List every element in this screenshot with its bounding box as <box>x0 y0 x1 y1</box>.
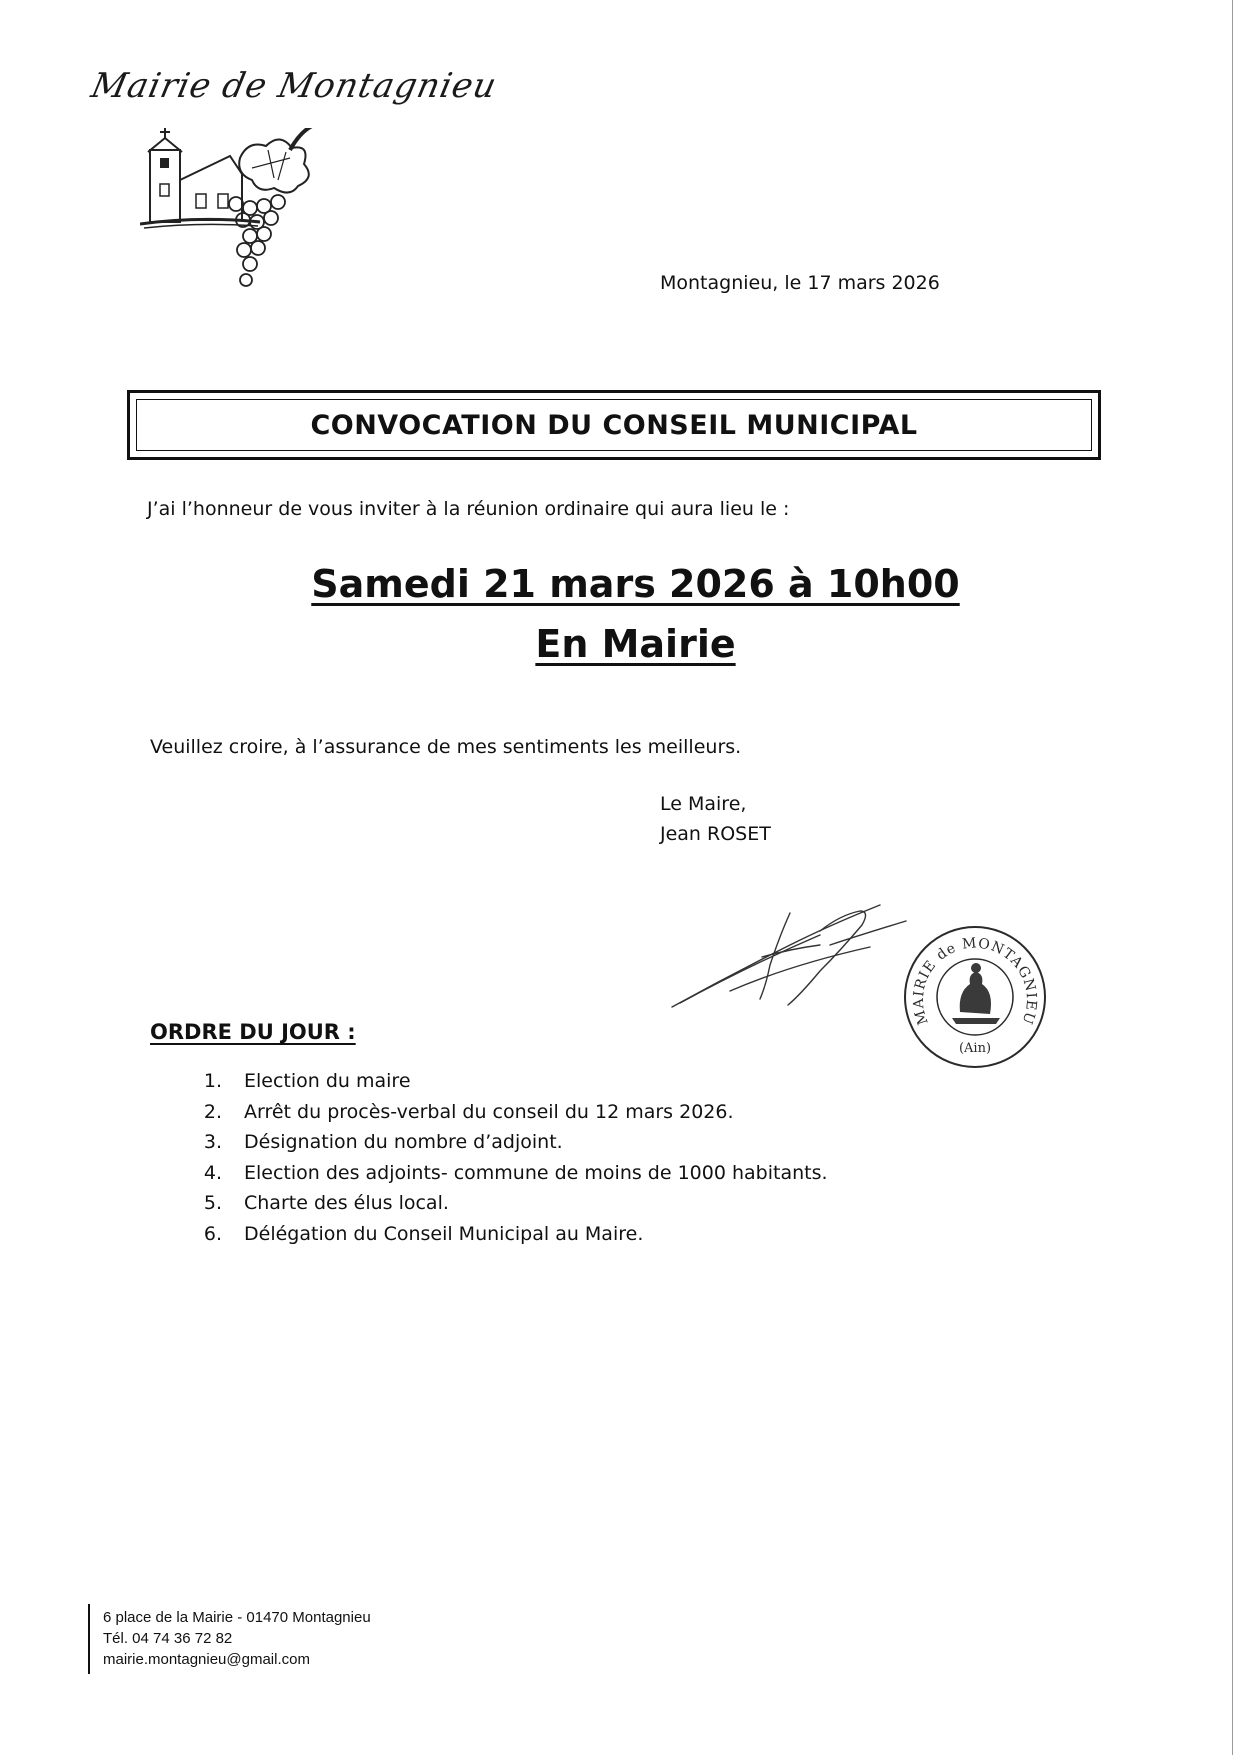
footer-email: mairie.montagnieu@gmail.com <box>103 1651 310 1668</box>
agenda-heading: ORDRE DU JOUR : <box>150 1020 356 1044</box>
agenda-item: 3. Désignation du nombre d’adjoint. <box>203 1131 563 1153</box>
agenda-item: 6. Délégation du Conseil Municipal au Maire. <box>203 1222 644 1245</box>
title-box <box>127 390 1101 460</box>
footer-contact <box>103 1607 371 1670</box>
agenda-item: 5. Charte des élus local. <box>203 1192 449 1214</box>
footer-divider <box>88 1604 90 1674</box>
seal-subtext: (Ain) <box>958 1041 992 1056</box>
intro-text: J’ai l’honneur de vous inviter à la réunion ordinaire qui aura lieu le : <box>147 498 790 520</box>
handwritten-signature <box>670 895 920 1015</box>
meeting-place: En Mairie <box>535 622 736 666</box>
mairie-seal <box>900 922 1050 1072</box>
document-title: CONVOCATION DU CONSEIL MUNICIPAL <box>310 409 918 441</box>
signatory-role: Le Maire, <box>660 793 747 815</box>
seal-text: MAIRIE de MONTAGNIEU <box>910 935 1040 1027</box>
agenda-item: 2. Arrêt du procès-verbal du conseil du 12 mars 2026. <box>203 1100 734 1123</box>
letterhead-title: Mairie de Montagnieu <box>87 66 501 106</box>
church-grapes-logo-icon <box>140 128 380 298</box>
footer-phone: Tél. 04 74 36 72 82 <box>103 1630 233 1647</box>
signatory-name: Jean ROSET <box>660 823 771 845</box>
agenda-item: 4. Election des adjoints- commune de moins de 1000 habitants. <box>203 1161 828 1184</box>
agenda-item: 1. Election du maire <box>203 1070 411 1092</box>
closing-text: Veuillez croire, à l’assurance de mes sentiments les meilleurs. <box>150 736 742 758</box>
footer-address: 6 place de la Mairie - 01470 Montagnieu <box>103 1609 371 1626</box>
scan-edge <box>1232 0 1233 1755</box>
letter-date: Montagnieu, le 17 mars 2026 <box>660 272 940 294</box>
agenda-list <box>186 1070 828 1253</box>
meeting-date: Samedi 21 mars 2026 à 10h00 <box>311 562 960 606</box>
